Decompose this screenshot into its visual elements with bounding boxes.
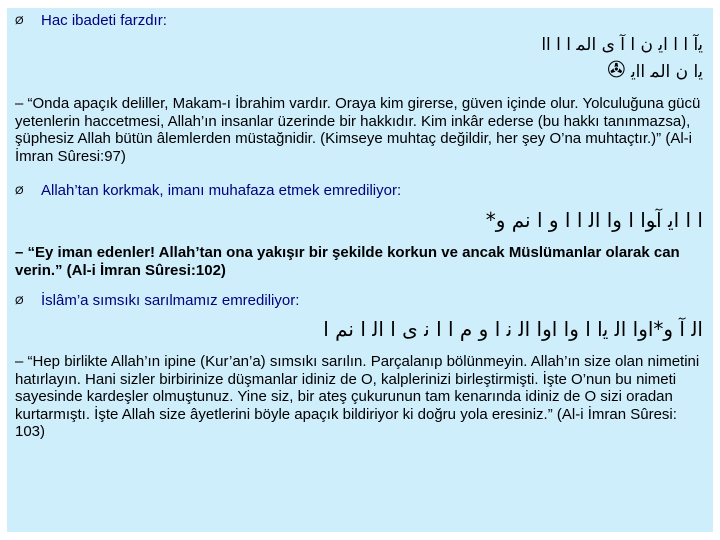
translation-verse-102: – “Ey iman edenler! Allah’tan ona yakışır bir şekilde korkun ve ancak Müslümanlar olarak can verin.” (Al-i İmran Sûresi:102): [15, 244, 680, 279]
arrowhead-bullet-icon: Ø: [15, 295, 24, 307]
bullet-hajj-obligation: [15, 12, 707, 30]
slide-background: [7, 8, 713, 532]
arabic-verse-97-line1: ﻳآ ا ا ﺍﻳ ﻥ ا آ ﻯ ﺍﻟﻤ ا ا ﺍﺍ: [541, 35, 703, 55]
arabic-verse-97-line2: [607, 58, 703, 83]
arrowhead-bullet-icon: Ø: [15, 185, 24, 197]
arabic-verse-102: ﺍ ﺍ ﺍﻳ آﻮﺍ ﺍ ﻭﺍ ﺍﻟ ﺍ ﺍ ﻭ ﺍ ﻧﻢ ﻭ*: [485, 208, 703, 232]
translation-verse-103: – “Hep birlikte Allah’ın ipine (Kur’an’a) sımsıkı sarılın. Parçalanıp bölünmeyin. Allah’ın size olan nimetini hatırlayın. Hani sizler birbirinize düşmanlar idiniz de O, kalplerinizi birleştirmişti. İşte O’nun bu nimeti sayesinde kardeşler olmuştunuz. Yine siz, bir ateş çukurunun tam kenarında idiniz de O sizi oradan kurtarmıştı. İşte Allah size âyetlerini böyle apaçık bildiriyor ki doğru yola eresiniz.” (Al-i İmran Sûresi: 103): [15, 353, 700, 440]
arrowhead-bullet-icon: Ø: [15, 15, 24, 27]
bullet-fear-allah: [15, 182, 707, 200]
bullet-text: İslâm’a sımsıkı sarılmamız emrediliyor:: [41, 292, 300, 309]
bullet-hold-fast-islam: [15, 292, 707, 310]
arabic-verse-103: ﺍﻟ آ ﻭ*ﺍﻭﺍ ﺍﻟ ﻳﺍ ﺍ ﻭﺍ ﺍﻭﺍ ﺍﻟ ﻧ ﺍ ﻭ ﻡ ﺍ ﺍ ﻧ ﻯ ﺍ ﺍﻟ ﺍ ﻧﻢ ﺍ: [323, 317, 703, 341]
translation-verse-97: – “Onda apaçık deliller, Makam-ı İbrahim vardır. Oraya kim girerse, güven içinde olur. Yolculuğuna gücü yetenlerin haccetmesi, Allah’ın insanlar üzerinde bir hakkıdır. Kim inkâr ederse (bu hakkı tanınmazsa), şüphesiz Allah bütün âlemlerden müstağnidir. (Kimseye muhtaç değildir, her şey O’na muhtaçtır.)” (Al-i İmran Sûresi:97): [15, 95, 701, 165]
verse-end-mark-icon: ✇: [607, 58, 626, 83]
arabic-verse-97-line2-text: ﻳﺍ ﻥ ﺍﻟﻤ ﺍﺍﻳ: [630, 62, 703, 82]
bullet-text: Hac ibadeti farzdır:: [41, 12, 167, 29]
bullet-text: Allah’tan korkmak, imanı muhafaza etmek emrediliyor:: [41, 182, 402, 199]
